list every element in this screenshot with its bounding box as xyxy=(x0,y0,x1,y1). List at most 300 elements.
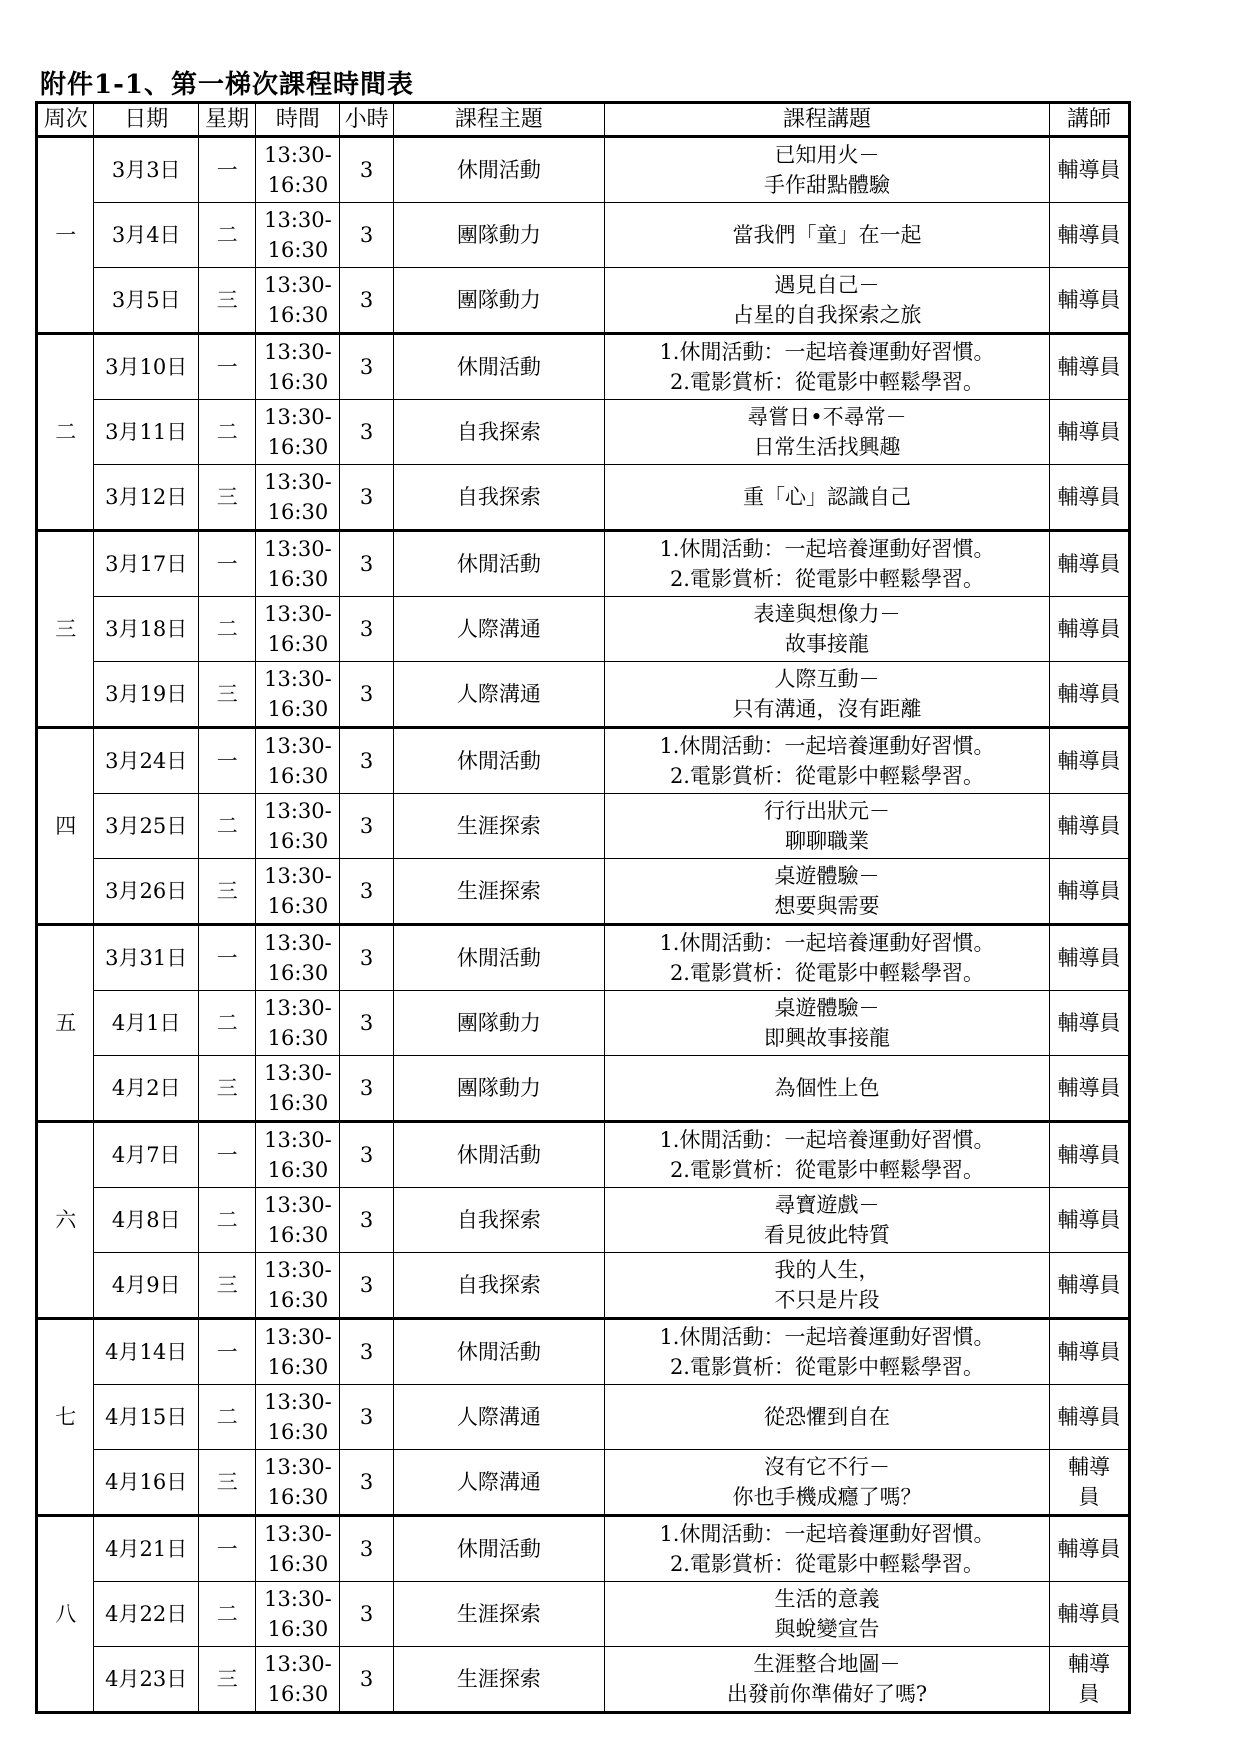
time-cell-line: 16:30 xyxy=(267,632,329,656)
topic-cell-line: 當我們「童」在一起 xyxy=(732,223,922,247)
time-cell-line: 16:30 xyxy=(267,173,329,197)
teacher-cell-line: 輔導員 xyxy=(1057,223,1121,247)
weekday-cell: 二 xyxy=(198,991,255,1056)
date-cell: 4月15日 xyxy=(94,1385,199,1450)
topic-cell-line: 桌遊體驗－ xyxy=(774,996,880,1020)
teacher-cell xyxy=(1049,728,1129,794)
topic-cell-line: 手作甜點體驗 xyxy=(763,173,890,197)
teacher-cell-line: 輔導員 xyxy=(1057,1537,1121,1561)
date-cell: 4月22日 xyxy=(94,1582,199,1647)
time-cell xyxy=(256,1056,340,1122)
time-cell xyxy=(256,1450,340,1516)
topic-cell xyxy=(604,794,1049,859)
teacher-cell xyxy=(1049,334,1129,400)
topic-cell-line: 遇見自己－ xyxy=(774,273,880,297)
topic-cell-line: 沒有它不行－ xyxy=(763,1455,890,1479)
hours-cell: 3 xyxy=(340,597,393,662)
date-cell: 3月26日 xyxy=(94,859,199,925)
table-row xyxy=(37,1647,1130,1713)
teacher-cell xyxy=(1049,137,1129,203)
topic-cell-line: 占星的自我探索之旅 xyxy=(732,303,922,327)
week-label: 七 xyxy=(37,1319,94,1516)
time-cell-line: 13:30- xyxy=(264,1455,332,1479)
table-row xyxy=(37,1450,1130,1516)
hours-cell: 3 xyxy=(340,400,393,465)
time-cell xyxy=(256,728,340,794)
header-date: 日期 xyxy=(94,103,199,137)
time-cell-line: 16:30 xyxy=(267,697,329,721)
time-cell-line: 13:30- xyxy=(264,931,332,955)
topic-cell xyxy=(604,203,1049,268)
time-cell-line: 13:30- xyxy=(264,340,332,364)
weekday-cell: 三 xyxy=(198,268,255,334)
time-cell-line: 13:30- xyxy=(264,864,332,888)
date-cell: 4月16日 xyxy=(94,1450,199,1516)
hours-cell: 3 xyxy=(340,1582,393,1647)
topic-cell xyxy=(604,662,1049,728)
teacher-cell xyxy=(1049,203,1129,268)
topic-cell-line: 生活的意義 xyxy=(774,1587,880,1611)
time-cell-line: 13:30- xyxy=(264,1325,332,1349)
topic-cell-line: 我的人生， xyxy=(774,1258,880,1282)
time-cell xyxy=(256,925,340,991)
teacher-cell xyxy=(1049,794,1129,859)
time-cell xyxy=(256,1122,340,1188)
date-cell: 3月24日 xyxy=(94,728,199,794)
theme-cell: 休閒活動 xyxy=(393,137,604,203)
time-cell xyxy=(256,1516,340,1582)
teacher-cell xyxy=(1049,268,1129,334)
topic-cell-line: 重「心」認識自己 xyxy=(742,485,911,509)
teacher-cell-line: 輔導員 xyxy=(1057,1405,1121,1429)
hours-cell: 3 xyxy=(340,859,393,925)
topic-cell-line: 2.電影賞析：從電影中輕鬆學習。 xyxy=(669,961,984,985)
theme-cell: 自我探索 xyxy=(393,400,604,465)
date-cell: 4月9日 xyxy=(94,1253,199,1319)
theme-cell: 團隊動力 xyxy=(393,991,604,1056)
teacher-cell xyxy=(1049,1450,1129,1516)
topic-cell-line: 你也手機成癮了嗎？ xyxy=(732,1485,922,1509)
topic-cell-line: 1.休閒活動：一起培養運動好習慣。 xyxy=(659,1325,995,1349)
header-weekday: 星期 xyxy=(198,103,255,137)
time-cell xyxy=(256,1647,340,1713)
hours-cell: 3 xyxy=(340,794,393,859)
topic-cell xyxy=(604,1122,1049,1188)
time-cell-line: 16:30 xyxy=(267,1420,329,1444)
time-cell-line: 16:30 xyxy=(267,303,329,327)
date-cell: 3月11日 xyxy=(94,400,199,465)
teacher-cell xyxy=(1049,662,1129,728)
theme-cell: 人際溝通 xyxy=(393,597,604,662)
time-cell-line: 16:30 xyxy=(267,961,329,985)
teacher-cell-line: 輔導員 xyxy=(1057,749,1121,773)
time-cell-line: 13:30- xyxy=(264,1258,332,1282)
topic-cell-line: 2.電影賞析：從電影中輕鬆學習。 xyxy=(669,1355,984,1379)
table-row xyxy=(37,137,1130,203)
hours-cell: 3 xyxy=(340,1516,393,1582)
topic-cell-line: 1.休閒活動：一起培養運動好習慣。 xyxy=(659,734,995,758)
time-cell xyxy=(256,991,340,1056)
schedule-body xyxy=(37,137,1130,1713)
topic-cell-line: 1.休閒活動：一起培養運動好習慣。 xyxy=(659,931,995,955)
hours-cell: 3 xyxy=(340,531,393,597)
topic-cell-line: 看見彼此特質 xyxy=(763,1223,890,1247)
weekday-cell: 三 xyxy=(198,1056,255,1122)
weekday-cell: 一 xyxy=(198,531,255,597)
topic-cell xyxy=(604,597,1049,662)
theme-cell: 休閒活動 xyxy=(393,334,604,400)
table-row xyxy=(37,531,1130,597)
hours-cell: 3 xyxy=(340,1385,393,1450)
teacher-cell xyxy=(1049,465,1129,531)
header-topic: 課程講題 xyxy=(604,103,1049,137)
teacher-cell-line: 輔導員 xyxy=(1057,1273,1121,1297)
topic-cell-line: 已知用火－ xyxy=(774,143,880,167)
header-week: 周次 xyxy=(37,103,94,137)
hours-cell: 3 xyxy=(340,465,393,531)
time-cell-line: 13:30- xyxy=(264,273,332,297)
hours-cell: 3 xyxy=(340,1122,393,1188)
teacher-cell-line: 輔導員 xyxy=(1057,552,1121,576)
time-cell xyxy=(256,1385,340,1450)
weekday-cell: 二 xyxy=(198,794,255,859)
topic-cell-line: 2.電影賞析：從電影中輕鬆學習。 xyxy=(669,1158,984,1182)
time-cell-line: 16:30 xyxy=(267,1355,329,1379)
week-label: 二 xyxy=(37,334,94,531)
theme-cell: 自我探索 xyxy=(393,465,604,531)
topic-cell-line: 只有溝通，沒有距離 xyxy=(732,697,922,721)
date-cell: 3月31日 xyxy=(94,925,199,991)
topic-cell xyxy=(604,531,1049,597)
time-cell-line: 16:30 xyxy=(267,1223,329,1247)
weekday-cell: 二 xyxy=(198,597,255,662)
teacher-cell-line: 輔導員 xyxy=(1057,288,1121,312)
time-cell xyxy=(256,1582,340,1647)
topic-cell-line: 1.休閒活動：一起培養運動好習慣。 xyxy=(659,1128,995,1152)
teacher-cell xyxy=(1049,1516,1129,1582)
topic-cell xyxy=(604,1582,1049,1647)
topic-cell-line: 不只是片段 xyxy=(774,1288,880,1312)
table-row xyxy=(37,1056,1130,1122)
table-row xyxy=(37,1253,1130,1319)
theme-cell: 自我探索 xyxy=(393,1253,604,1319)
date-cell: 4月1日 xyxy=(94,991,199,1056)
header-hours: 小時 xyxy=(340,103,393,137)
teacher-cell-line: 輔導 xyxy=(1067,1455,1110,1479)
table-row xyxy=(37,465,1130,531)
hours-cell: 3 xyxy=(340,728,393,794)
time-cell xyxy=(256,334,340,400)
table-row xyxy=(37,728,1130,794)
hours-cell: 3 xyxy=(340,1647,393,1713)
teacher-cell-line: 輔導員 xyxy=(1057,355,1121,379)
time-cell-line: 13:30- xyxy=(264,1390,332,1414)
hours-cell: 3 xyxy=(340,1450,393,1516)
time-cell-line: 13:30- xyxy=(264,1193,332,1217)
time-cell xyxy=(256,597,340,662)
weekday-cell: 三 xyxy=(198,859,255,925)
time-cell-line: 16:30 xyxy=(267,238,329,262)
teacher-cell xyxy=(1049,597,1129,662)
time-cell-line: 16:30 xyxy=(267,500,329,524)
teacher-cell-line: 輔導員 xyxy=(1057,1340,1121,1364)
table-row xyxy=(37,1319,1130,1385)
topic-cell xyxy=(604,1385,1049,1450)
time-cell xyxy=(256,859,340,925)
time-cell-line: 16:30 xyxy=(267,1288,329,1312)
time-cell-line: 16:30 xyxy=(267,1682,329,1706)
weekday-cell: 一 xyxy=(198,1122,255,1188)
hours-cell: 3 xyxy=(340,662,393,728)
teacher-cell-line: 輔導員 xyxy=(1057,1208,1121,1232)
time-cell-line: 13:30- xyxy=(264,799,332,823)
theme-cell: 人際溝通 xyxy=(393,1385,604,1450)
topic-cell xyxy=(604,859,1049,925)
date-cell: 3月4日 xyxy=(94,203,199,268)
table-row xyxy=(37,859,1130,925)
hours-cell: 3 xyxy=(340,1188,393,1253)
time-cell-line: 16:30 xyxy=(267,1026,329,1050)
table-row xyxy=(37,991,1130,1056)
teacher-cell xyxy=(1049,859,1129,925)
topic-cell-line: 行行出狀元－ xyxy=(763,799,890,823)
theme-cell: 生涯探索 xyxy=(393,859,604,925)
topic-cell-line: 尋嘗日•不尋常－ xyxy=(747,405,907,429)
table-row xyxy=(37,1385,1130,1450)
time-cell-line: 16:30 xyxy=(267,829,329,853)
teacher-cell xyxy=(1049,1385,1129,1450)
teacher-cell-line: 員 xyxy=(1078,1682,1100,1706)
hours-cell: 3 xyxy=(340,137,393,203)
teacher-cell xyxy=(1049,991,1129,1056)
teacher-cell xyxy=(1049,1582,1129,1647)
topic-cell-line: 故事接龍 xyxy=(784,632,869,656)
time-cell xyxy=(256,794,340,859)
week-label: 四 xyxy=(37,728,94,925)
teacher-cell xyxy=(1049,1122,1129,1188)
time-cell-line: 13:30- xyxy=(264,537,332,561)
weekday-cell: 一 xyxy=(198,1516,255,1582)
date-cell: 4月23日 xyxy=(94,1647,199,1713)
teacher-cell-line: 輔導員 xyxy=(1057,1011,1121,1035)
weekday-cell: 三 xyxy=(198,465,255,531)
date-cell: 3月18日 xyxy=(94,597,199,662)
teacher-cell-line: 輔導員 xyxy=(1057,1602,1121,1626)
teacher-cell xyxy=(1049,1056,1129,1122)
topic-cell xyxy=(604,1450,1049,1516)
time-cell xyxy=(256,137,340,203)
topic-cell-line: 出發前你準備好了嗎? xyxy=(726,1682,928,1706)
topic-cell-line: 生涯整合地圖－ xyxy=(753,1652,901,1676)
teacher-cell xyxy=(1049,1647,1129,1713)
time-cell xyxy=(256,1253,340,1319)
theme-cell: 團隊動力 xyxy=(393,203,604,268)
date-cell: 4月2日 xyxy=(94,1056,199,1122)
theme-cell: 休閒活動 xyxy=(393,728,604,794)
time-cell xyxy=(256,400,340,465)
table-row xyxy=(37,794,1130,859)
weekday-cell: 三 xyxy=(198,1253,255,1319)
time-cell-line: 16:30 xyxy=(267,370,329,394)
teacher-cell-line: 輔導員 xyxy=(1057,1143,1121,1167)
teacher-cell-line: 輔導員 xyxy=(1057,485,1121,509)
table-row xyxy=(37,203,1130,268)
topic-cell xyxy=(604,465,1049,531)
teacher-cell-line: 輔導員 xyxy=(1057,420,1121,444)
time-cell-line: 13:30- xyxy=(264,1652,332,1676)
hours-cell: 3 xyxy=(340,203,393,268)
time-cell xyxy=(256,531,340,597)
weekday-cell: 二 xyxy=(198,1385,255,1450)
table-row xyxy=(37,1122,1130,1188)
weekday-cell: 二 xyxy=(198,1188,255,1253)
hours-cell: 3 xyxy=(340,925,393,991)
teacher-cell-line: 輔導員 xyxy=(1057,946,1121,970)
theme-cell: 團隊動力 xyxy=(393,268,604,334)
time-cell-line: 16:30 xyxy=(267,764,329,788)
date-cell: 3月5日 xyxy=(94,268,199,334)
topic-cell xyxy=(604,1647,1049,1713)
time-cell xyxy=(256,465,340,531)
topic-cell-line: 日常生活找興趣 xyxy=(753,435,901,459)
hours-cell: 3 xyxy=(340,1253,393,1319)
table-row xyxy=(37,1582,1130,1647)
topic-cell xyxy=(604,1516,1049,1582)
week-label: 一 xyxy=(37,137,94,334)
table-row xyxy=(37,268,1130,334)
date-cell: 4月7日 xyxy=(94,1122,199,1188)
time-cell-line: 13:30- xyxy=(264,1061,332,1085)
date-cell: 3月25日 xyxy=(94,794,199,859)
teacher-cell-line: 輔導員 xyxy=(1057,617,1121,641)
topic-cell xyxy=(604,1056,1049,1122)
hours-cell: 3 xyxy=(340,268,393,334)
weekday-cell: 一 xyxy=(198,728,255,794)
theme-cell: 休閒活動 xyxy=(393,1516,604,1582)
teacher-cell xyxy=(1049,925,1129,991)
topic-cell-line: 2.電影賞析：從電影中輕鬆學習。 xyxy=(669,1552,984,1576)
theme-cell: 生涯探索 xyxy=(393,1647,604,1713)
topic-cell-line: 桌遊體驗－ xyxy=(774,864,880,888)
topic-cell-line: 尋寶遊戲－ xyxy=(774,1193,880,1217)
header-time: 時間 xyxy=(256,103,340,137)
table-row xyxy=(37,1188,1130,1253)
hours-cell: 3 xyxy=(340,991,393,1056)
date-cell: 4月14日 xyxy=(94,1319,199,1385)
topic-cell xyxy=(604,137,1049,203)
time-cell-line: 13:30- xyxy=(264,602,332,626)
weekday-cell: 二 xyxy=(198,203,255,268)
week-label: 六 xyxy=(37,1122,94,1319)
teacher-cell-line: 員 xyxy=(1078,1485,1100,1509)
teacher-cell xyxy=(1049,400,1129,465)
topic-cell xyxy=(604,1319,1049,1385)
topic-cell-line: 1.休閒活動：一起培養運動好習慣。 xyxy=(659,1522,995,1546)
teacher-cell-line: 輔導員 xyxy=(1057,682,1121,706)
week-label: 八 xyxy=(37,1516,94,1713)
topic-cell-line: 1.休閒活動：一起培養運動好習慣。 xyxy=(659,340,995,364)
date-cell: 4月8日 xyxy=(94,1188,199,1253)
theme-cell: 生涯探索 xyxy=(393,794,604,859)
time-cell-line: 16:30 xyxy=(267,1617,329,1641)
teacher-cell xyxy=(1049,531,1129,597)
weekday-cell: 一 xyxy=(198,137,255,203)
time-cell-line: 16:30 xyxy=(267,1158,329,1182)
topic-cell-line: 想要與需要 xyxy=(774,894,880,918)
teacher-cell-line: 輔導員 xyxy=(1057,814,1121,838)
week-label: 五 xyxy=(37,925,94,1122)
time-cell-line: 13:30- xyxy=(264,1587,332,1611)
topic-cell-line: 人際互動－ xyxy=(774,667,880,691)
teacher-cell-line: 輔導員 xyxy=(1057,158,1121,182)
table-row xyxy=(37,334,1130,400)
weekday-cell: 三 xyxy=(198,1450,255,1516)
topic-cell xyxy=(604,334,1049,400)
date-cell: 3月10日 xyxy=(94,334,199,400)
topic-cell xyxy=(604,1188,1049,1253)
header-theme: 課程主題 xyxy=(393,103,604,137)
table-row xyxy=(37,597,1130,662)
time-cell-line: 16:30 xyxy=(267,567,329,591)
weekday-cell: 一 xyxy=(198,925,255,991)
time-cell-line: 16:30 xyxy=(267,1552,329,1576)
theme-cell: 休閒活動 xyxy=(393,1319,604,1385)
time-cell-line: 13:30- xyxy=(264,667,332,691)
theme-cell: 生涯探索 xyxy=(393,1582,604,1647)
time-cell-line: 16:30 xyxy=(267,435,329,459)
weekday-cell: 二 xyxy=(198,400,255,465)
time-cell-line: 16:30 xyxy=(267,1485,329,1509)
topic-cell xyxy=(604,268,1049,334)
table-row xyxy=(37,1516,1130,1582)
time-cell-line: 13:30- xyxy=(264,143,332,167)
weekday-cell: 一 xyxy=(198,334,255,400)
time-cell-line: 13:30- xyxy=(264,996,332,1020)
topic-cell xyxy=(604,991,1049,1056)
theme-cell: 休閒活動 xyxy=(393,531,604,597)
teacher-cell xyxy=(1049,1253,1129,1319)
date-cell: 4月21日 xyxy=(94,1516,199,1582)
time-cell-line: 16:30 xyxy=(267,894,329,918)
time-cell-line: 13:30- xyxy=(264,470,332,494)
teacher-cell-line: 輔導員 xyxy=(1057,1076,1121,1100)
theme-cell: 休閒活動 xyxy=(393,1122,604,1188)
theme-cell: 人際溝通 xyxy=(393,662,604,728)
teacher-cell-line: 輔導 xyxy=(1067,1652,1110,1676)
time-cell-line: 16:30 xyxy=(267,1091,329,1115)
topic-cell-line: 聊聊職業 xyxy=(784,829,869,853)
time-cell-line: 13:30- xyxy=(264,734,332,758)
time-cell xyxy=(256,662,340,728)
time-cell-line: 13:30- xyxy=(264,1128,332,1152)
date-cell: 3月19日 xyxy=(94,662,199,728)
weekday-cell: 一 xyxy=(198,1319,255,1385)
topic-cell xyxy=(604,728,1049,794)
time-cell-line: 13:30- xyxy=(264,405,332,429)
weekday-cell: 三 xyxy=(198,1647,255,1713)
table-row xyxy=(37,400,1130,465)
header-row xyxy=(37,103,1130,137)
table-row xyxy=(37,925,1130,991)
theme-cell: 自我探索 xyxy=(393,1188,604,1253)
topic-cell-line: 即興故事接龍 xyxy=(763,1026,890,1050)
header-teacher: 講師 xyxy=(1049,103,1129,137)
week-label: 三 xyxy=(37,531,94,728)
time-cell-line: 13:30- xyxy=(264,1522,332,1546)
topic-cell-line: 從恐懼到自在 xyxy=(763,1405,890,1429)
time-cell xyxy=(256,203,340,268)
teacher-cell xyxy=(1049,1319,1129,1385)
